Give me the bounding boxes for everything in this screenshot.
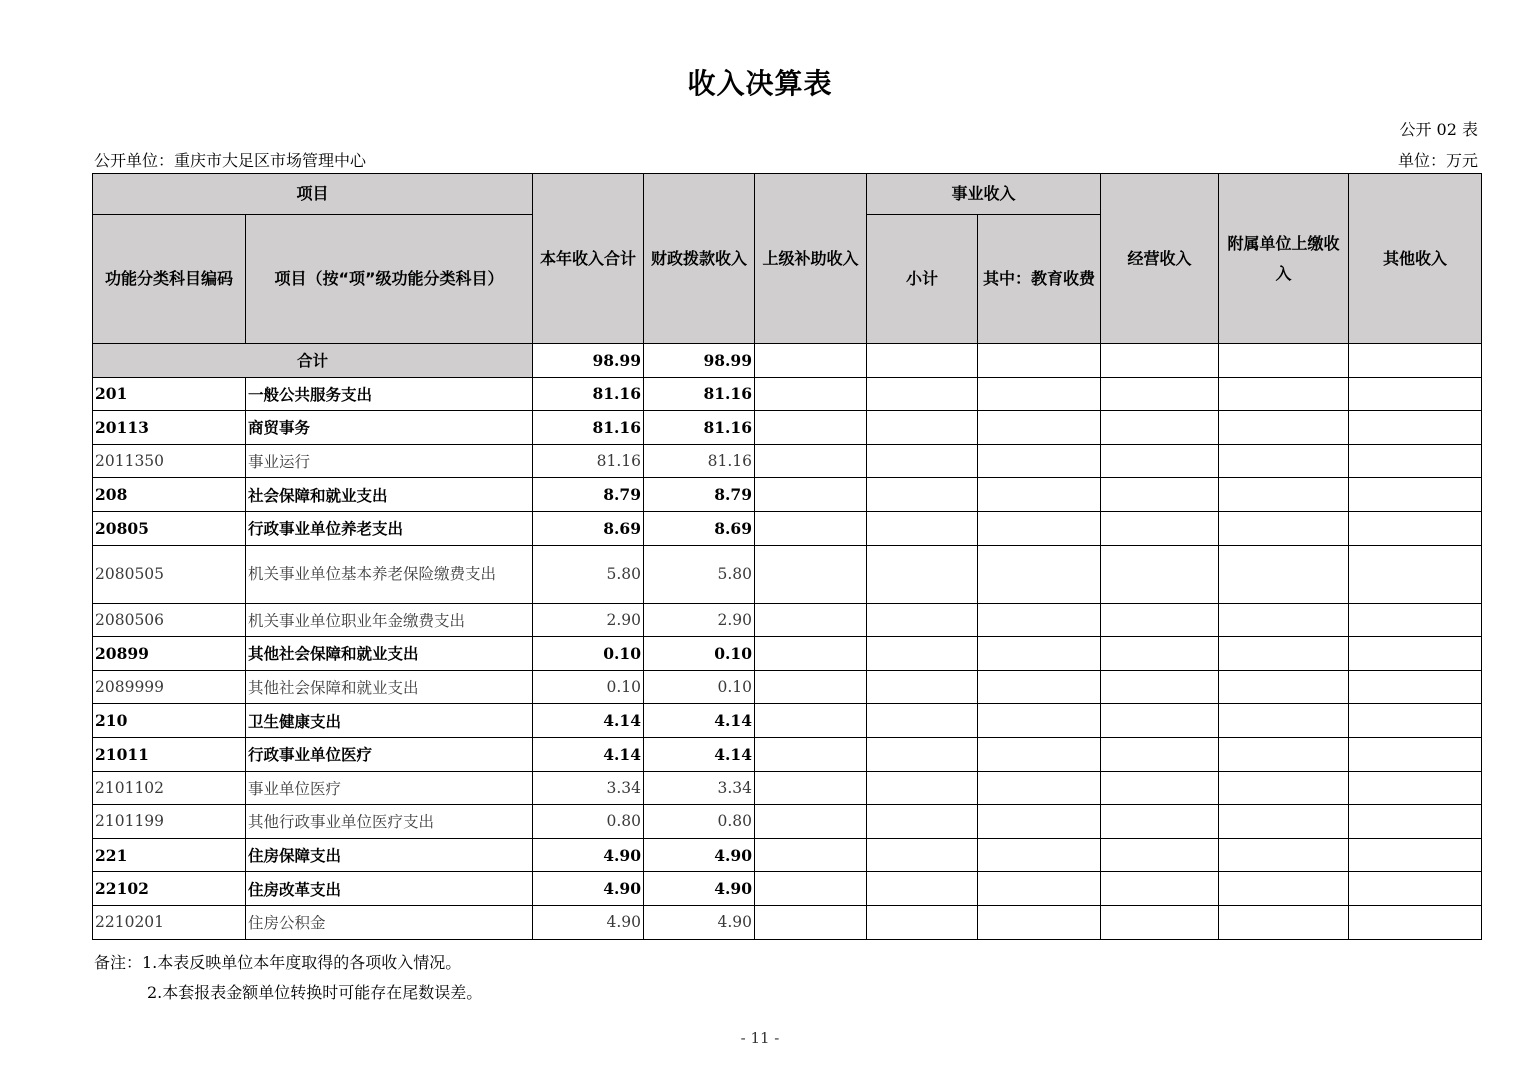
empty-cell [867, 670, 978, 704]
reporting-unit: 公开单位：重庆市大足区市场管理中心 [94, 151, 367, 170]
empty-cell [755, 344, 867, 378]
fiscal-appropriation-cell: 4.90 [644, 905, 755, 939]
total-income-cell: 2.90 [533, 603, 644, 637]
empty-cell [978, 444, 1101, 478]
empty-cell [1219, 377, 1349, 411]
empty-cell [755, 411, 867, 445]
income-final-accounts-table [92, 173, 1482, 940]
fiscal-appropriation-cell: 2.90 [644, 603, 755, 637]
table-row [93, 704, 1482, 738]
table-row [93, 872, 1482, 906]
header-subtotal: 小计 [867, 215, 978, 344]
function-code-cell: 221 [93, 838, 246, 872]
item-name-cell: 住房保障支出 [246, 838, 533, 872]
empty-cell [1219, 805, 1349, 839]
total-income-cell: 0.80 [533, 805, 644, 839]
empty-cell [1101, 377, 1219, 411]
empty-cell [1219, 411, 1349, 445]
empty-cell [1101, 603, 1219, 637]
empty-cell [978, 838, 1101, 872]
empty-cell [755, 603, 867, 637]
fiscal-appropriation-cell: 4.14 [644, 737, 755, 771]
empty-cell [1349, 872, 1482, 906]
total-income-value: 98.99 [533, 344, 644, 378]
empty-cell [867, 737, 978, 771]
total-income-cell: 5.80 [533, 545, 644, 603]
function-code-cell: 201 [93, 377, 246, 411]
empty-cell [1101, 637, 1219, 671]
empty-cell [867, 872, 978, 906]
table-row [93, 905, 1482, 939]
empty-cell [755, 771, 867, 805]
fiscal-appropriation-cell: 0.80 [644, 805, 755, 839]
function-code-cell: 20899 [93, 637, 246, 671]
function-code-cell: 2089999 [93, 670, 246, 704]
header-other-income: 其他收入 [1349, 174, 1482, 344]
empty-cell [1101, 838, 1219, 872]
empty-cell [867, 545, 978, 603]
empty-cell [1101, 478, 1219, 512]
empty-cell [1219, 704, 1349, 738]
empty-cell [1219, 838, 1349, 872]
function-code-cell: 2011350 [93, 444, 246, 478]
fiscal-appropriation-cell: 8.79 [644, 478, 755, 512]
empty-cell [1219, 771, 1349, 805]
empty-cell [1219, 545, 1349, 603]
empty-cell [1101, 670, 1219, 704]
empty-cell [1219, 872, 1349, 906]
empty-cell [1349, 478, 1482, 512]
header-function-code: 功能分类科目编码 [93, 215, 246, 344]
item-name-cell: 商贸事务 [246, 411, 533, 445]
total-income-cell: 4.14 [533, 737, 644, 771]
empty-cell [978, 704, 1101, 738]
empty-cell [1349, 670, 1482, 704]
empty-cell [1219, 603, 1349, 637]
function-code-cell: 2101199 [93, 805, 246, 839]
table-row [93, 478, 1482, 512]
item-name-cell: 社会保障和就业支出 [246, 478, 533, 512]
total-fiscal-value: 98.99 [644, 344, 755, 378]
fiscal-appropriation-cell: 4.90 [644, 838, 755, 872]
empty-cell [867, 637, 978, 671]
total-income-cell: 4.90 [533, 838, 644, 872]
table-row [93, 670, 1482, 704]
empty-cell [755, 511, 867, 545]
empty-cell [1101, 344, 1219, 378]
empty-cell [867, 771, 978, 805]
function-code-cell: 210 [93, 704, 246, 738]
total-income-cell: 81.16 [533, 411, 644, 445]
fiscal-appropriation-cell: 0.10 [644, 670, 755, 704]
item-name-cell: 卫生健康支出 [246, 704, 533, 738]
page-number: - 11 - [740, 1029, 780, 1047]
table-row [93, 444, 1482, 478]
item-name-cell: 住房公积金 [246, 905, 533, 939]
table-row [93, 805, 1482, 839]
table-number: 公开 02 表 [1399, 120, 1478, 139]
currency-unit: 单位：万元 [1397, 151, 1478, 170]
table-row [93, 377, 1482, 411]
empty-cell [755, 737, 867, 771]
item-name-cell: 事业运行 [246, 444, 533, 478]
empty-cell [1101, 704, 1219, 738]
notes [94, 948, 482, 1008]
empty-cell [1349, 637, 1482, 671]
function-code-cell: 2080505 [93, 545, 246, 603]
fiscal-appropriation-cell: 4.90 [644, 872, 755, 906]
function-code-cell: 2080506 [93, 603, 246, 637]
table-row [93, 511, 1482, 545]
empty-cell [1219, 905, 1349, 939]
header-fiscal-appropriation: 财政拨款收入 [644, 174, 755, 344]
empty-cell [867, 511, 978, 545]
empty-cell [755, 905, 867, 939]
empty-cell [867, 411, 978, 445]
empty-cell [978, 737, 1101, 771]
header-operating-income: 经营收入 [1101, 174, 1219, 344]
empty-cell [755, 805, 867, 839]
empty-cell [867, 444, 978, 478]
table-row [93, 771, 1482, 805]
empty-cell [755, 872, 867, 906]
empty-cell [755, 444, 867, 478]
header-affiliated-income: 附属单位上缴收入 [1219, 174, 1349, 344]
empty-cell [978, 344, 1101, 378]
total-income-cell: 4.14 [533, 704, 644, 738]
empty-cell [755, 478, 867, 512]
empty-cell [1101, 511, 1219, 545]
empty-cell [978, 637, 1101, 671]
empty-cell [1349, 444, 1482, 478]
empty-cell [1219, 511, 1349, 545]
table-row [93, 603, 1482, 637]
empty-cell [755, 838, 867, 872]
fiscal-appropriation-cell: 5.80 [644, 545, 755, 603]
item-name-cell: 其他社会保障和就业支出 [246, 637, 533, 671]
empty-cell [1101, 411, 1219, 445]
item-name-cell: 行政事业单位医疗 [246, 737, 533, 771]
note-line-2: 2.本套报表金额单位转换时可能存在尾数误差。 [147, 983, 483, 1002]
fiscal-appropriation-cell: 0.10 [644, 637, 755, 671]
empty-cell [1349, 905, 1482, 939]
total-income-cell: 3.34 [533, 771, 644, 805]
empty-cell [1219, 478, 1349, 512]
function-code-cell: 22102 [93, 872, 246, 906]
total-income-cell: 4.90 [533, 872, 644, 906]
total-income-cell: 81.16 [533, 444, 644, 478]
empty-cell [867, 603, 978, 637]
empty-cell [1349, 511, 1482, 545]
empty-cell [1101, 805, 1219, 839]
function-code-cell: 2101102 [93, 771, 246, 805]
function-code-cell: 208 [93, 478, 246, 512]
item-name-cell: 机关事业单位基本养老保险缴费支出 [246, 545, 533, 603]
table-row [93, 411, 1482, 445]
empty-cell [867, 377, 978, 411]
total-income-cell: 81.16 [533, 377, 644, 411]
page-title: 收入决算表 [687, 67, 833, 100]
fiscal-appropriation-cell: 3.34 [644, 771, 755, 805]
function-code-cell: 20113 [93, 411, 246, 445]
empty-cell [1101, 737, 1219, 771]
empty-cell [1219, 670, 1349, 704]
empty-cell [1101, 545, 1219, 603]
empty-cell [978, 411, 1101, 445]
empty-cell [1349, 838, 1482, 872]
empty-cell [867, 905, 978, 939]
empty-cell [755, 704, 867, 738]
header-superior-subsidy: 上级补助收入 [755, 174, 867, 344]
empty-cell [978, 545, 1101, 603]
empty-cell [1349, 771, 1482, 805]
empty-cell [978, 377, 1101, 411]
item-name-cell: 其他社会保障和就业支出 [246, 670, 533, 704]
empty-cell [1219, 344, 1349, 378]
total-income-cell: 8.69 [533, 511, 644, 545]
fiscal-appropriation-cell: 81.16 [644, 444, 755, 478]
fiscal-appropriation-cell: 4.14 [644, 704, 755, 738]
item-name-cell: 机关事业单位职业年金缴费支出 [246, 603, 533, 637]
empty-cell [1101, 872, 1219, 906]
header-education-fees: 其中：教育收费 [978, 215, 1101, 344]
empty-cell [1349, 603, 1482, 637]
empty-cell [1349, 737, 1482, 771]
item-name-cell: 其他行政事业单位医疗支出 [246, 805, 533, 839]
empty-cell [755, 670, 867, 704]
empty-cell [755, 545, 867, 603]
fiscal-appropriation-cell: 81.16 [644, 411, 755, 445]
empty-cell [867, 838, 978, 872]
header-business-income: 事业收入 [867, 174, 1101, 215]
empty-cell [978, 670, 1101, 704]
item-name-cell: 事业单位医疗 [246, 771, 533, 805]
total-income-cell: 4.90 [533, 905, 644, 939]
total-label: 合计 [93, 344, 533, 378]
empty-cell [1219, 444, 1349, 478]
note-line-1: 备注：1.本表反映单位本年度取得的各项收入情况。 [94, 953, 462, 972]
total-income-cell: 8.79 [533, 478, 644, 512]
function-code-cell: 20805 [93, 511, 246, 545]
fiscal-appropriation-cell: 8.69 [644, 511, 755, 545]
empty-cell [755, 637, 867, 671]
table-row [93, 637, 1482, 671]
empty-cell [1349, 411, 1482, 445]
empty-cell [1219, 737, 1349, 771]
empty-cell [978, 805, 1101, 839]
header-total-income: 本年收入合计 [533, 174, 644, 344]
empty-cell [1349, 704, 1482, 738]
item-name-cell: 行政事业单位养老支出 [246, 511, 533, 545]
empty-cell [867, 704, 978, 738]
total-row [93, 344, 1482, 378]
empty-cell [1349, 344, 1482, 378]
item-name-cell: 一般公共服务支出 [246, 377, 533, 411]
total-income-cell: 0.10 [533, 670, 644, 704]
table-row [93, 545, 1482, 603]
empty-cell [867, 344, 978, 378]
table-row [93, 838, 1482, 872]
fiscal-appropriation-cell: 81.16 [644, 377, 755, 411]
header-item-name: 项目（按“项”级功能分类科目） [246, 215, 533, 344]
empty-cell [978, 478, 1101, 512]
empty-cell [1349, 377, 1482, 411]
empty-cell [1101, 771, 1219, 805]
empty-cell [755, 377, 867, 411]
empty-cell [1101, 905, 1219, 939]
function-code-cell: 2210201 [93, 905, 246, 939]
empty-cell [1219, 637, 1349, 671]
empty-cell [978, 511, 1101, 545]
empty-cell [978, 603, 1101, 637]
empty-cell [978, 771, 1101, 805]
empty-cell [978, 905, 1101, 939]
empty-cell [867, 805, 978, 839]
empty-cell [1101, 444, 1219, 478]
function-code-cell: 21011 [93, 737, 246, 771]
empty-cell [1349, 805, 1482, 839]
item-name-cell: 住房改革支出 [246, 872, 533, 906]
empty-cell [978, 872, 1101, 906]
header-item: 项目 [93, 174, 533, 215]
table-row [93, 737, 1482, 771]
empty-cell [1349, 545, 1482, 603]
total-income-cell: 0.10 [533, 637, 644, 671]
empty-cell [867, 478, 978, 512]
